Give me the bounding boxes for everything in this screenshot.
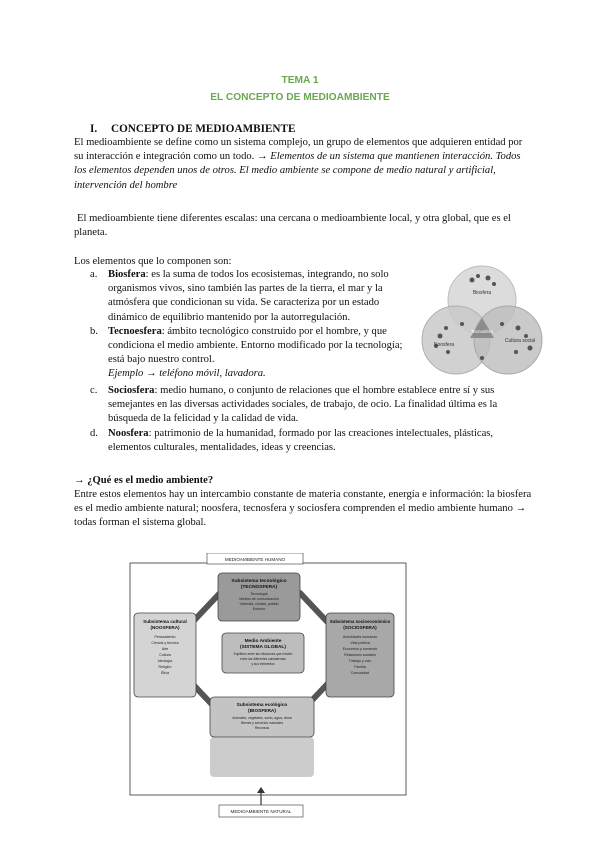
term-biosfera: Biosfera — [108, 269, 146, 280]
noosfera-line: Cultura — [159, 653, 171, 657]
global-line: entre las diferentes subsistemas — [240, 657, 286, 661]
global-sub: (SISTEMA GLOBAL) — [240, 645, 286, 650]
desc-noosfera: : patrimonio de la humanidad, formado por las creaciones intelectuales, plásticas, elementos culturales, mentalidades, ideas y creencias. — [108, 427, 494, 453]
tecnosfera-line: Medios de comunicación — [239, 597, 279, 601]
noosfera-title: Subsistema cultural — [143, 619, 187, 624]
sociosfera-line: Actividades humanas — [342, 635, 378, 639]
definition-paragraph — [74, 136, 530, 193]
list-item-tecnoesfera — [90, 325, 410, 382]
noosfera-line: Ética — [161, 671, 169, 675]
sociosfera-title: Subsistema socioeconómico — [329, 619, 391, 624]
desc-tecnoesfera: : ámbito tecnológico construido por el hombre, y que condiciona el medio ambiente. Entorno modificado por la tecnología; está bajo nuestro control. — [108, 325, 403, 366]
term-sociosfera: Sociosfera — [108, 385, 155, 396]
venn-label-top: Biosfera — [472, 290, 492, 296]
topic-title: TEMA 1 — [281, 75, 319, 86]
noosfera-sub: (NOOSFERA) — [150, 625, 180, 630]
venn-diagram — [418, 262, 546, 382]
sociosfera-line: Trabajo y ocio — [348, 659, 372, 663]
sociosfera-line: Familia — [354, 665, 366, 669]
sociosfera-line: Relaciones sociales — [344, 653, 376, 657]
bottom-label: MEDIOAMBIENTE NATURAL — [230, 809, 292, 814]
page-title: EL CONCEPTO DE MEDIOAMBIENTE — [210, 92, 390, 103]
biosfera-sub: (BIOSFERA) — [248, 709, 276, 714]
noosfera-line: Ideología — [157, 659, 173, 663]
global-title: Medio Ambiente — [244, 639, 282, 644]
desc-sociosfera: : medio humano, o conjunto de relaciones que el hombre establece entre sí y sus semejantes en las diversas actividades sociales, de trabajo, de ocio. La finalidad última es la búsqueda de la felicidad y la calidad de vida. — [108, 385, 498, 425]
question-heading — [74, 474, 213, 488]
tecnosfera-line: Entorno — [252, 607, 266, 611]
global-line: Equilibrio entre las relaciones que existen — [233, 652, 293, 656]
venn-label-center: Tecnosfera — [470, 329, 494, 334]
arrow-glyph: → — [257, 151, 268, 163]
scales-paragraph: El medioambiente tiene diferentes escalas: una cercana o medioambiente local, y otra global, que es el planeta. — [74, 213, 511, 239]
answer-paragraph: Entre estos elementos hay un intercambio constante de materia constante, energía e información: la biosfera es el medio ambiente natural; noosfera, tecnosfera y sociosfera comprenden el medio ambiente humano → todas forman el sistema global. — [74, 489, 532, 529]
list-marker: a. — [90, 269, 98, 280]
arrow-glyph: → — [74, 475, 85, 486]
definition-italic: Elementos de un sistema que mantienen interacción. Todos los elementos dependen unos de otros. El medio ambiente se compone de medio natural y artificial, intervención del hombre — [74, 151, 521, 191]
tecnosfera-title: Subsistema tecnológico — [231, 579, 287, 584]
noosfera-line: Ciencia y técnica — [151, 641, 179, 645]
biosfera-line: Recursos — [254, 726, 270, 730]
list-item-biosfera — [90, 268, 410, 325]
section-number: I. — [90, 123, 98, 135]
section-heading: CONCEPTO DE MEDIOAMBIENTE — [111, 123, 296, 135]
noosfera-line: Pensamiento — [154, 635, 176, 639]
elements-list-bottom — [90, 384, 538, 455]
tecnosfera-line: Vivienda, ciudad, pueblo — [239, 602, 279, 606]
biosfera-title: Subsistema ecológico — [236, 703, 288, 708]
term-tecnoesfera: Tecnoesfera — [108, 325, 162, 337]
venn-label-left: Noosfera — [433, 342, 455, 348]
tecnosfera-sub: (TECNOSFERA) — [240, 585, 278, 590]
biosfera-line: Animales, vegetales, suelo, agua, clima — [232, 716, 292, 720]
tecnosfera-line: Tecnología — [250, 592, 268, 596]
sociosfera-line: Comunidad — [350, 671, 370, 675]
sociosfera-line: Economía y comercio — [342, 647, 378, 651]
sociosfera-line: Vida política — [350, 641, 370, 645]
top-label: MEDIOAMBIENTE HUMANO — [224, 557, 286, 562]
definition-text: El medioambiente se define como un sistema complejo, un grupo de elementos que adquieren entidad por su interacción e integración como un todo. — [74, 137, 523, 163]
example-tecnoesfera: Ejemplo → teléfono móvil, lavadora. — [108, 368, 266, 380]
elements-intro: Los elementos que lo componen son: — [74, 256, 232, 267]
term-noosfera: Noosfera — [108, 427, 149, 439]
biosfera-line: Bienes y servicios naturales — [240, 721, 284, 725]
question-text: ¿Qué es el medio ambiente? — [87, 475, 214, 486]
list-marker: c. — [90, 385, 98, 396]
biosfera-shadow — [210, 737, 314, 777]
list-item-noosfera — [90, 427, 538, 455]
list-marker: b. — [90, 325, 98, 337]
list-marker: d. — [90, 427, 98, 439]
elements-list-top — [90, 268, 410, 382]
sociosfera-sub: (SOCIOSFERA) — [343, 625, 377, 630]
global-line: y sus elementos — [251, 662, 275, 666]
venn-label-right: Cultura social — [504, 338, 536, 344]
systems-diagram — [124, 553, 414, 823]
noosfera-line: Arte — [161, 647, 169, 651]
list-item-sociosfera — [90, 384, 538, 427]
desc-biosfera: : es la suma de todos los ecosistemas, integrando, no solo organismos vivos, sino también las partes de la tierra, el mar y la atmósfera que condicionan su vida. Se caracteriza por un estado dinámico de equilibrio mantenido por la autorregulación. — [108, 269, 389, 323]
noosfera-line: Religión — [158, 665, 172, 669]
